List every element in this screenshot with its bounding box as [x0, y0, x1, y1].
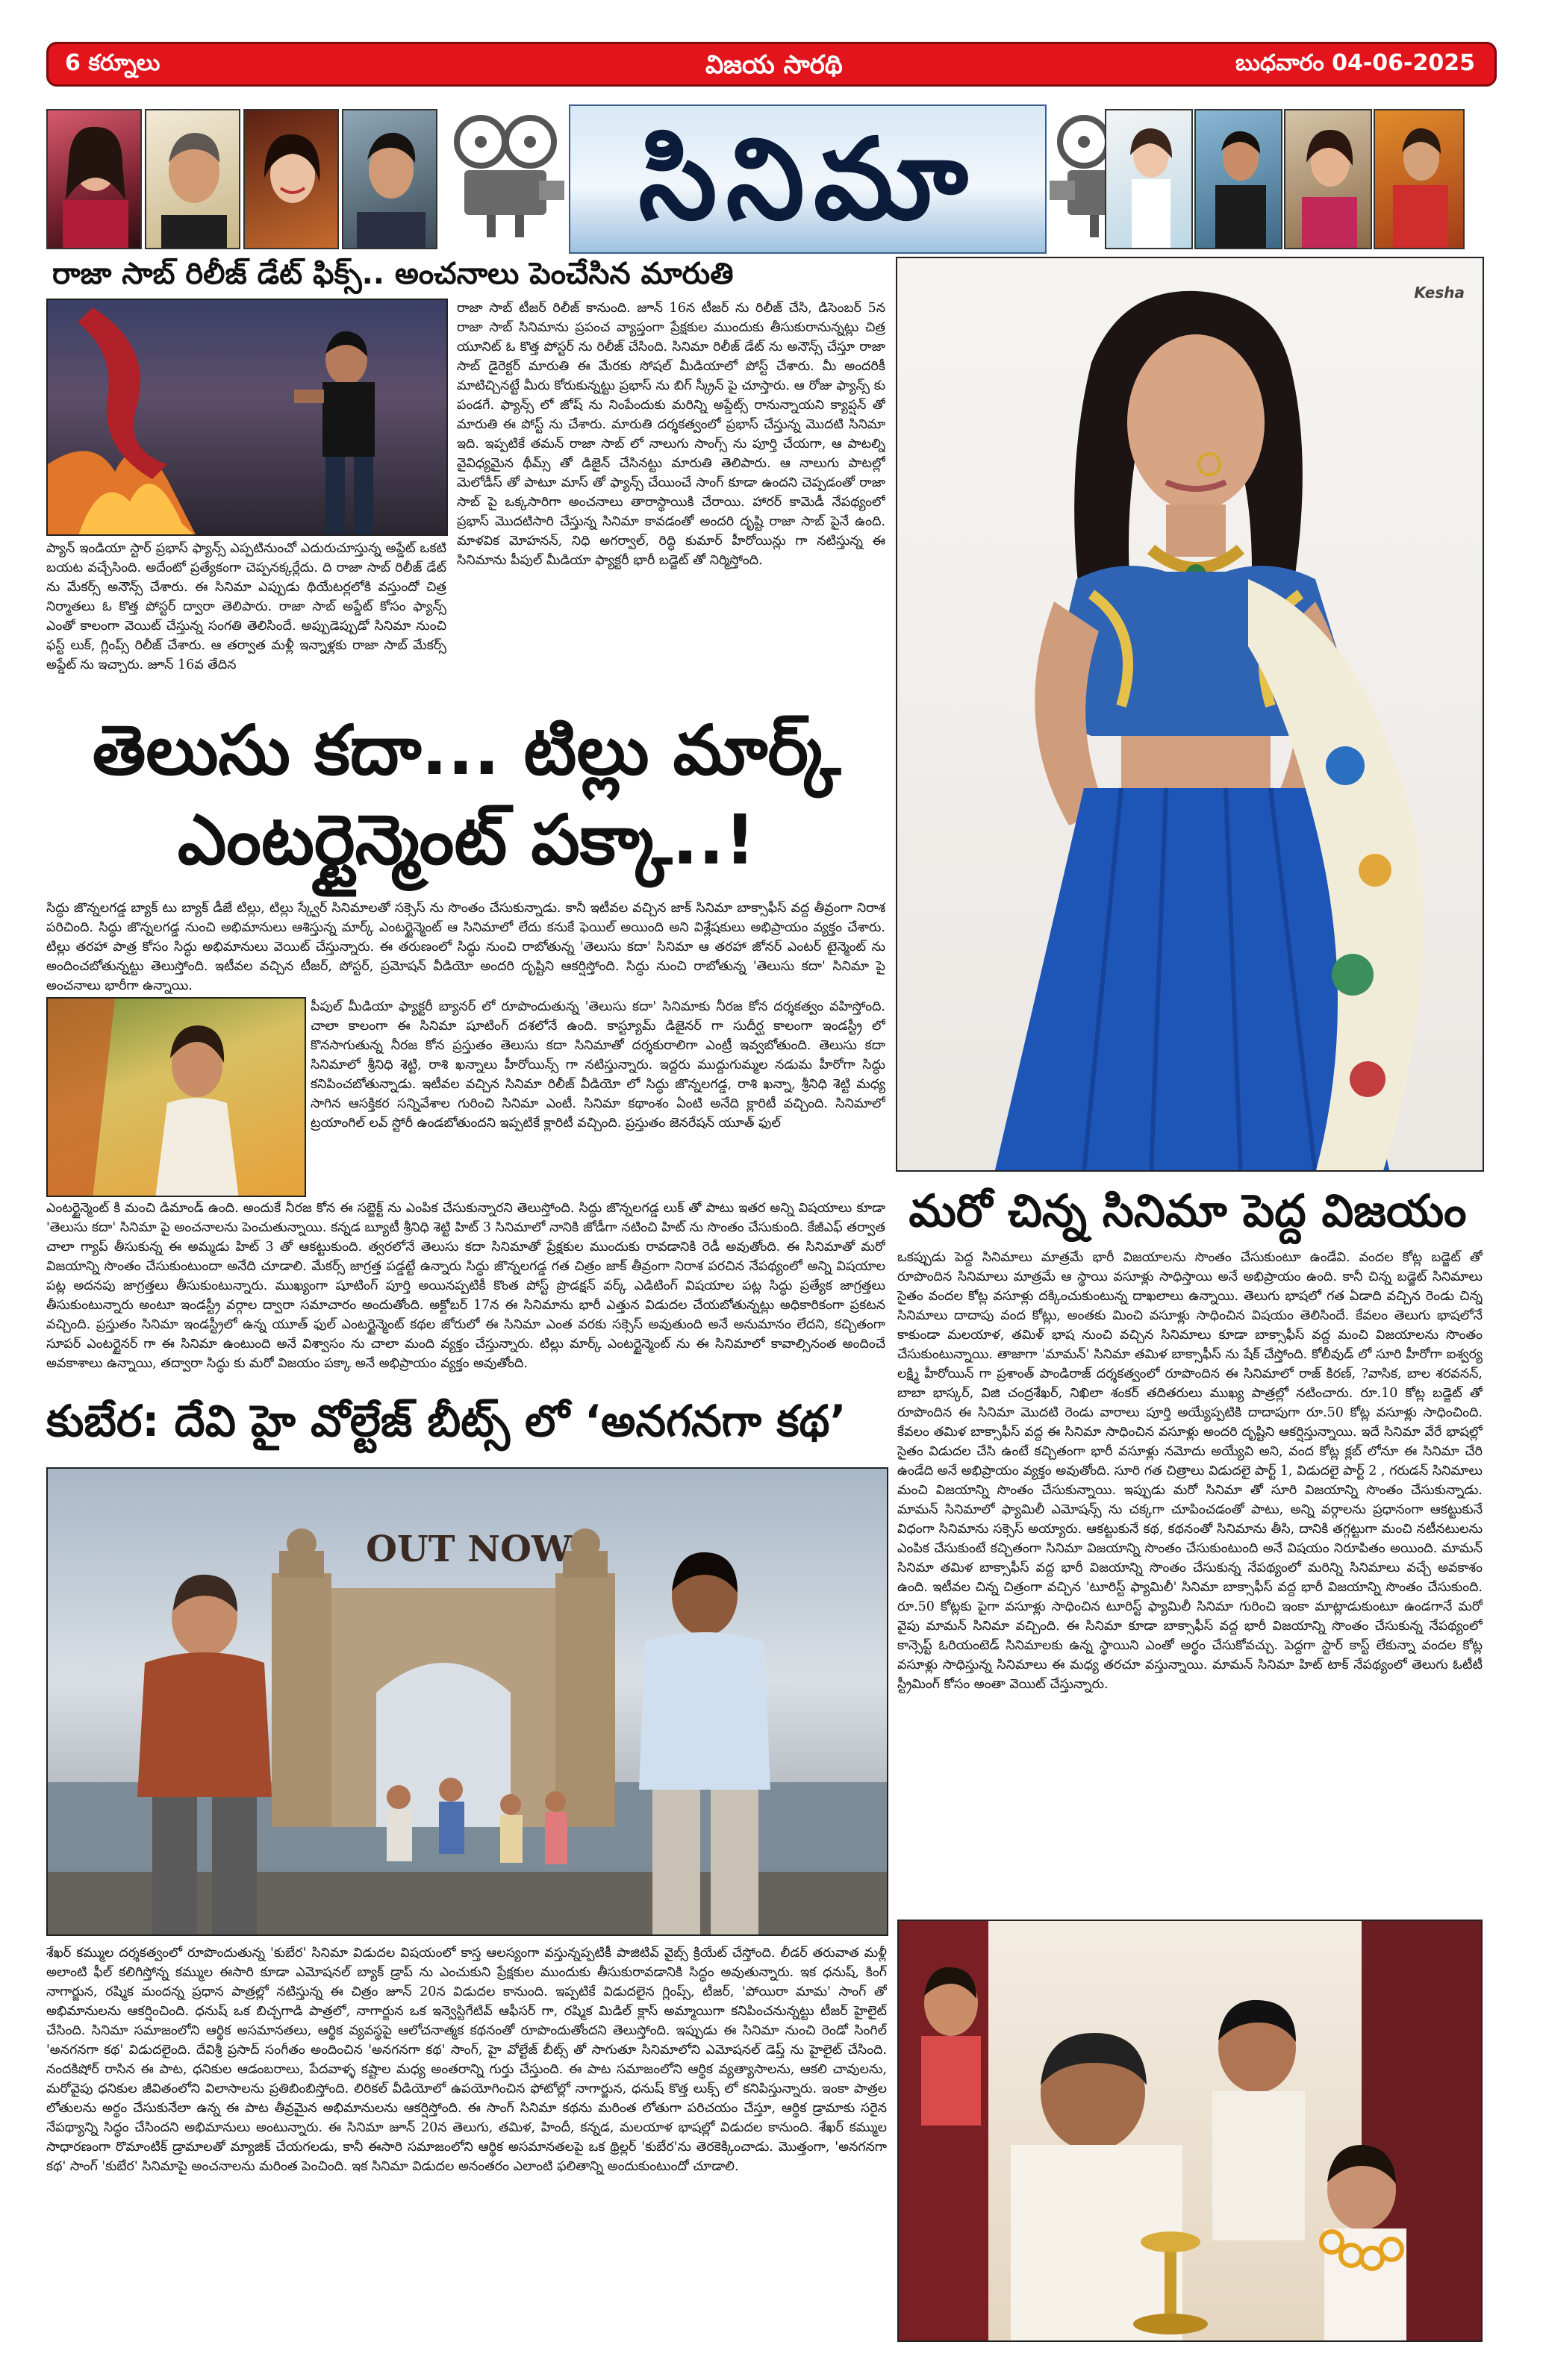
actress-portrait-photo	[896, 257, 1484, 1172]
newspaper-name: విజయ సారథి	[705, 50, 843, 80]
article-text-column: ఒకప్పుడు పెద్ద సినిమాలు మాత్రమే భారీ విజయాలను సొంతం చేసుకుంటూ ఉండేవి. వందల కోట్ల బడ్జెట్ తో రూపొందిన సినిమాలు మాత్రమే ఆ స్థాయి వసూళ్లు సాధిస్తాయి అనే అభిప్రాయం ఉంది. కానీ చిన్న బడ్జెట్ సినిమాలు సైతం వందల కోట్ల వసూళ్లు దక్కించుకుంటున్న దాఖలాలు ఉన్నాయి. తెలుగు భాషలో గత ఏడాది వచ్చిన రెండు చిన్న సినిమాలు దాదాపు వంద కోట్లు, అంతకు మించి వసూళ్లు సాధించిన విషయం తెలిసిందే. కేవలం తెలుగు భాషలోనే కాకుండా మలయాళ, తమిళ్ భాష నుంచి వచ్చిన సినిమాలు కూడా బాక్సాఫీస్ వద్ద మంచి విజయాలను సొంతం చేసుకుంటున్నాయి. తాజాగా 'మామన్' సినిమా తమిళ బాక్సాఫీస్ ను షేక్ చేస్తోంది. కోలీవుడ్ లో సూరి హీరోగా ఐశ్వర్య లక్ష్మి హీరోయిన్ గా ప్రశాంత్ పాండిరాజ్ దర్శకత్వంలో రూపొందిన ఈ సినిమాలో రాజ్ కిరణ్, ?వాసిక, బాల శరవనన్, బాబా భాస్కర్, విజి చంద్రశేఖర్, నిఖిలా శంకర్ తదితరులు ముఖ్య పాత్రల్లో నటించారు. రూ.10 కోట్ల బడ్జెట్ తో రూపొందిన ఈ సినిమా మొదటి రెండు వారాలు పూర్తి అయ్యేప్పటికి దాదాపుగా రూ.50 కోట్ల వసూళ్లు సాధించింది. కేవలం తమిళ బాక్సాఫీస్ వద్ద ఈ సినిమా సాధించిన వసూళ్లు అందరి దృష్టిని ఆకర్షిస్తున్నాయి. ఇదే సినిమా వేరే భాషల్లో సైతం విడుదల చేసి ఉంటే కచ్చితంగా భారీ వసూళ్లు నమోదు అయ్యేవి అని, వంద కోట్ల క్లబ్ లోనూ ఈ సినిమా చేరి ఉండేది అనే అభిప్రాయం వ్యక్తం అవుతోంది. సూరి గత చిత్రాలు విడుదలై పార్ట్ 1, విడుదలై పార్ట్ 2 , గరుడన్ సినిమాలు మంచి విజయాన్ని సొంతం చేసుకున్నాయి. ఇప్పుడు మరో సినిమా తో సూరి విజయాన్ని సొంతం చేసుకున్నాడు. మామన్ సినిమాలో ఫ్యామిలీ ఎమోషన్స్ ను చక్కగా చూపించడంతో పాటు, అన్ని వర్గాలను ప్రధానంగా ఆకట్టుకునే విధంగా సినిమాను సక్సెస్ అయ్యారు. ఆకట్టుకునే కథ, కథనంతో సినిమాను తీసి, దానికి తగ్గట్టుగా మంచి నటీనటులను ఎంపిక చేసుకుంటే కచ్చితంగా సినిమా విజయాన్ని సొంతం చేసుకుంటుంది అనే విషయం నిరూపితం అయింది. మామన్ సినిమా తమిళ బాక్సాఫీస్ వద్ద భారీ విజయాన్ని సొంతం చేసుకున్న నేపథ్యంలో మరిన్ని సినిమాలు వచ్చే అవకాశం ఉంది. ఇటీవల చిన్న చిత్రంగా వచ్చిన 'టూరిస్ట్ ఫ్యామిలీ' సినిమా బాక్సాఫీస్ వద్ద భారీ విజయాన్ని సొంతం చేసుకుంది. రూ.50 కోట్లకు పైగా వసూళ్లు సాధించిన టూరిస్ట్ ఫ్యామిలీ సినిమా గురించి ఇంకా మాట్లాడుకుంటూ ఉండగానే మరో వైపు మామన్ సినిమా వచ్చింది. ఈ సినిమా కూడా బాక్సాఫీస్ వద్ద భారీ విజయాన్ని సొంతం చేసుకున్న నేపథ్యంలో కాన్సెప్ట్ ఓరియంటెడ్ సినిమాలకు ఉన్న స్థాయిని ఎంతో అర్థం చేసుకోవచ్చు. పెద్దగా స్టార్ కాస్ట్ లేకున్నా వందల కోట్ల వసూళ్లు సాధిస్తున్న సినిమాలు ఈ మధ్య తరచూ వస్తున్నాయి. మామన్ సినిమా హిట్ టాక్ నేపథ్యంలో తెలుగు ఓటీటీ స్ట్రీమింగ్ కోసం అంతా వెయిట్ చేస్తున్నారు.	[897, 1250, 1483, 1692]
article-headline: కుబేర: దేవి హై వోల్టేజ్ బీట్స్ లో ‘అనగనగా కథ’	[46, 1396, 847, 1446]
page-label: 6 కర్నూలు	[65, 50, 160, 76]
article-headline: మరో చిన్న సినిమా పెద్ద విజయం	[908, 1185, 1467, 1237]
kuberaa-poster-image	[46, 1467, 888, 1936]
prabhas-still-image	[46, 299, 448, 536]
section-title: సినిమా	[638, 113, 977, 245]
actor-thumbnail	[1194, 109, 1282, 249]
article-text-column: పీపుల్ మీడియా ఫ్యాక్టరీ బ్యానర్ లో రూపొందుతున్న 'తెలుసు కదా' సినిమాకు నీరజ కోన దర్శకత్వం వహిస్తోంది. చాలా కాలంగా ఈ సినిమా షూటింగ్ దశలోనే ఉంది. కాస్ట్యూమ్ డిజైనర్ గా సుదీర్ఘ కాలంగా ఇండస్ట్రీ లో కొనసాగుతున్న నీరజ కోన ప్రస్తుతం తెలుసు కదా సినిమాతో దర్శకురాలిగా ఎంట్రీ ఇవ్వబోతుంది. తెలుసు కదా సినిమాలో శ్రీనిధి శెట్టి, రాశి ఖన్నాలు హీరోయిన్స్ గా నటిస్తున్నారు. ఇద్దరు ముద్దుగుమ్మల నడుమ హీరోగా సిద్ధు కనిపించబోతున్నాడు. ఇటీవల వచ్చిన సినిమా రిలీజ్ వీడియో లో సిద్ధు జొన్నలగడ్డ, రాశి ఖన్నా, శ్రీనిధి శెట్టి మధ్య సాగిన ఆసక్తికర సన్నివేశాల గురించి సినిమా ఎంటీ. సినిమా కథాంశం ఏంటి అనేది క్లారిటీ వచ్చింది. సినిమాలో ట్రయాంగిల్ లవ్ స్టోరీ ఉండబోతుందని ఇప్పటికే క్లారిటీ వచ్చింది. ప్రస్తుతం జెనరేషన్ యూత్ ఫుల్	[311, 999, 885, 1131]
siddhu-still-image	[46, 997, 306, 1197]
photo-credit: Kesha	[1414, 284, 1465, 302]
article-text-bottom: ఎంటర్టైన్మెంట్ కి మంచి డిమాండ్ ఉంది. అందుకే నీరజ కోన ఈ సబ్జెక్ట్ ను ఎంపిక చేసుకున్నారని తెలుస్తోంది. సిద్ధు జొన్నలగడ్డ లుక్ తో పాటు ఇతర అన్ని విషయాలు కూడా 'తెలుసు కదా' సినిమా పై అంచనాలను పెంచుతున్నాయి. కన్నడ బ్యూటీ శ్రీనిధి శెట్టి హిట్ 3 సినిమాలో నానికి జోడీగా నటించి హిట్ ను సొంతం చేసుకుంది. కేజీఎఫ్ తర్వాత చాలా గ్యాప్ తీసుకున్న ఈ అమ్మడు హిట్ 3 తో ఆకట్టుకుంది. త్వరలోనే తెలుసు కదా సినిమాతో ప్రేక్షకుల ముందుకు రావడానికి రెడీ అవుతోంది. ఈ సినిమాతో మరో విజయాన్ని సొంతం చేసుకుంటుందా అనేది చూడాలి. మేకర్స్ జాగ్రత్త పడ్డట్టే ఉన్నారు సిద్ధు జొన్నలగడ్డ గత చిత్రం జాక్ తీవ్రంగా నిరాశ పరచిన నేపథ్యంలో అన్ని విషయాల పట్ల అదనపు జాగ్రత్తలు తీసుకుంటున్నారు. ముఖ్యంగా షూటింగ్ పూర్తి అయినప్పటికీ కొంత పోస్ట్ ప్రొడక్షన్ వర్క్ ఎడిటింగ్ విషయాల పట్ల సిద్ధు ప్రత్యేక జాగ్రత్తలు తీసుకుంటున్నారు అంటూ ఇండస్ట్రీ వర్గాల ద్వారా సమాచారం అందుతోంది. అక్టోబర్ 17న ఈ సినిమాను భారీ ఎత్తున విడుదల చేయబోతున్నట్లు అధికారికంగా ప్రకటన వచ్చింది. ప్రస్తుతం సినిమా ఇండస్ట్రీలో ఉన్న యూత్ ఫుల్ ఎంటర్టైన్మెంట్ కథల జోరులో ఈ సినిమా ఎంత వరకు సక్సెస్ అవుతుంది అనే అనుమానం లేదని, కచ్చితంగా సూపర్ ఎంటర్టైనర్ గా ఈ సినిమా ఉంటుంది అనే విశ్వాసం ను చాలా మంది వ్యక్తం చేస్తున్నారు. టిల్లు మార్క్ ఎంటర్టైన్మెంట్ ను ఈ సినిమాలో కావాల్సినంత అందించే అవకాశాలు ఉన్నాయి, తద్వారా సిద్ధు కు మరో విజయం పక్కా అనే అభిప్రాయం వ్యక్తం అవుతోంది.	[46, 1201, 885, 1371]
actor-thumbnail	[243, 109, 339, 249]
poster-out-now-text: OUT NOW	[366, 1528, 572, 1570]
maman-movie-still-image	[897, 1920, 1483, 2342]
article-headline: తెలుసు కదా... టిల్లు మార్క్	[92, 710, 841, 790]
issue-date: బుధవారం 04-06-2025	[1235, 50, 1475, 76]
actor-thumbnail	[342, 109, 437, 249]
article-text-column: రాజా సాబ్ టీజర్ రిలీజ్ కానుంది. జూన్ 16న టీజర్ ను రిలీజ్ చేసి, డిసెంబర్ 5న రాజా సాబ్ సినిమాను ప్రపంచ వ్యాప్తంగా ప్రేక్షకుల ముందుకు తీసుకురానున్నట్లు చిత్ర యూనిట్ ఓ కొత్త పోస్టర్ ను రిలీజ్ చేసింది. సినిమా రిలీజ్ డేట్ ను అనౌన్స్ చేస్తూ రాజా సాబ్ డైరెక్టర్ మారుతి ఈ మేరకు సోషల్ మీడియాలో పోస్ట్ చేశారు. మీ అందరికీ మాటిచ్చినట్టే మీరు కోరుకున్నట్టు ప్రభాస్ ను బిగ్ స్క్రీన్ పై చూస్తారు. ఆ రోజు ఫ్యాన్స్ కు పండగే. ఫ్యాన్స్ లో జోష్ ను నింపేందుకు మరిన్ని అప్డేట్స్ రానున్నాయని క్యాప్షన్ తో మారుతి ఈ పోస్ట్ ను చేశారు. మారుతి దర్శకత్వంలో ప్రభాస్ చేస్తున్న మొదటి సినిమా ఇది. ఇప్పటికే తమన్ రాజా సాబ్ లో నాలుగు సాంగ్స్ ను పూర్తి చేయగా, ఆ పాటల్ని వైవిధ్యమైన థీమ్స్ తో డిజైన్ చేసినట్టు మారుతి తెలిపారు. ఆ నాలుగు పాటల్లో మెలోడీస్ తో పాటూ మాస్ తో ఫ్యాన్స్ చేయించే సాంగ్ కూడా ఉందని చెప్పడంతో రాజా సాబ్ పై ఒక్కసారిగా అంచనాలు తారాస్థాయికి చేరాయి. హారర్ కామెడీ నేపథ్యంలో ప్రభాస్ మొదటిసారి చేస్తున్న సినిమా కావడంతో అందరి దృష్టి రాజా సాబ్ పైనే ఉంది. మాళవిక మోహనన్, నిధి అగర్వాల్, రిద్ధి కుమార్ హీరోయిన్లు గా నటిస్తున్న ఈ సినిమాను పీపుల్ మీడియా ఫ్యాక్టరీ భారీ బడ్జెట్ తో నిర్మిస్తోంది.	[457, 301, 885, 568]
article-text-column: శేఖర్ కమ్ముల దర్శకత్వంలో రూపొందుతున్న 'కుబేర' సినిమా విడుదల విషయంలో కాస్త ఆలస్యంగా వస్తున్నప్పటికీ పాజిటివ్ వైబ్స్ క్రియేట్ చేస్తోంది. లీడర్ తరువాత మళ్లీ అలాంటి ఫీల్ కలిగిస్తోన్న కమ్ముల ఈసారి కూడా ఎమోషనల్ బ్యాక్ డ్రాప్ ను ఎంచుకుని ప్రేక్షకుల ముందుకు తీసుకురావడానికి సిద్ధం అవుతున్నారు. ఇక ధనుష్, కింగ్ నాగార్జున, రష్మిక మందన్న ప్రధాన పాత్రల్లో నటిస్తున్న ఈ చిత్రం జూన్ 20న విడుదల కానుంది. ఇప్పటికే విడుదలైన గ్లింప్స్, టీజర్, 'పోయిరా మామ' సాంగ్ తో అభిమానులను ఆకర్షించింది. ధనుష్ ఒక బిచ్చగాడి పాత్రలో, నాగార్జున ఒక ఇన్వెస్టిగేటివ్ ఆఫీసర్ గా, రష్మిక మిడిల్ క్లాస్ అమ్మాయిగా కనిపించనున్నట్టు టీజర్ హైలైట్ చేసింది. సినిమా సమాజంలోని ఆర్థిక అసమానతలు, ఆర్థిక వ్యవస్థపై ఆలోచనాత్మక కథనంతో రూపొందుతోందని తెలుస్తోంది. ఇప్పుడు ఈ సినిమా నుంచి రెండో సింగిల్ 'అనగనగా కథ' విడుదలైంది. దేవిశ్రీ ప్రసాద్ సంగీతం అందించిన 'అనగనగా కథ' సాంగ్, హై వోల్టేజ్ బీట్స్ తో సాగుతూ సినిమాలోని ఎమోషనల్ డెప్త్ ను హైలైట్ చేసింది. నందకిషోర్ రాసిన ఈ పాట, ధనికుల ఆడంబరాలు, పేదవాళ్ళ కష్టాల మధ్య అంతరాన్ని గుర్తు చేస్తుంది. ఈ పాట సమాజంలోని ఆర్థిక వ్యత్యాసాలను, ఆకలి చావులను, మరోవైపు ధనికుల జీవితంలోని విలాసాలను ప్రతిబింబిస్తోంది. లిరికల్ వీడియోలో ఉపయోగించిన ఫోటోల్లో నాగార్జున, ధనుష్ కొత్త లుక్స్ లో కనిపిస్తున్నారు. ఇంకా పాత్రల లోతులను అర్థం చేసుకునేలా ఉన్న ఈ పాట తీవ్రమైన అభిమానులను ఆకర్షిస్తోంది. ఈ సాంగ్ సినిమా కథను మరింత లోతుగా పరిచయం చేస్తూ, ఆర్థిక డ్రామాకు సరైన నేపథ్యాన్ని సిద్ధం చేసిందని అభిమానులు అంటున్నారు. ఈ సినిమా జూన్ 20న తెలుగు, తమిళ, హిందీ, కన్నడ, మలయాళ భాషల్లో విడుదల కానుంది. శేఖర్ కమ్ముల సాధారణంగా రొమాంటిక్ డ్రామాలతో మ్యాజిక్ చేయగలడు, కానీ ఈసారి సమాజంలోని ఆర్థిక అసమానతలపై ఒక థ్రిల్లర్ 'కుబేర'ను తెరకెక్కించాడు. మొత్తంగా, 'అనగనగా కథ' సాంగ్ 'కుబేర' సినిమాపై అంచనాలను మరింత పెంచింది. ఇక సినిమా విడుదల అనంతరం ఎలాంటి ఫలితాన్ని అందుకుంటుందో చూడాలి.	[46, 1946, 887, 2174]
actor-thumbnail	[1105, 109, 1193, 249]
actor-thumbnail	[1284, 109, 1372, 249]
film-projector-icon	[442, 112, 569, 243]
actor-thumbnail	[145, 109, 240, 249]
article-text-intro: సిద్ధు జొన్నలగడ్డ బ్యాక్ టు బ్యాక్ డీజే టిల్లు, టిల్లు స్క్వేర్ సినిమాలతో సక్సెస్ ను సొంతం చేసుకున్నాడు. కానీ ఇటీవల వచ్చిన జాక్ సినిమా బాక్సాఫీస్ వద్ద తీవ్రంగా నిరాశ పరిచింది. సిద్ధు జొన్నలగడ్డ నుంచి అభిమానులు ఆశిస్తున్న మార్క్ ఎంటర్టైన్మెంట్ ఆ సినిమాలో లేదు కనుకే ఫెయిల్ అయింది అని విశ్లేషకులు అభిప్రాయం వ్యక్తం చేశారు. టిల్లు తరహా పాత్ర కోసం సిద్ధు అభిమానులు వెయిట్ చేస్తున్నారు. ఈ తరుణంలో సిద్ధు నుంచి రాబోతున్న 'తెలుసు కదా' సినిమా ఆ తరహా జోనర్ ఎంటర్ టైన్మెంట్ ను అందించబోతున్నట్టు తెలుస్తోంది. ఇటీవల వచ్చిన టీజర్, పోస్టర్, ప్రమోషన్ వీడియో అందరి దృష్టిని ఆకర్షిస్తోంది. సిద్ధు నుంచి రాబోతున్న 'తెలుసు కదా' సినిమా పై అంచనాలు భారీగా ఉన్నాయి.	[46, 901, 885, 993]
header-bar	[46, 42, 1497, 87]
article-headline: ఎంటర్టైన్మెంట్ పక్కా..!	[177, 800, 756, 880]
article-text-column: ప్యాన్ ఇండియా స్టార్ ప్రభాస్ ఫ్యాన్స్ ఎప్పటినుంచో ఎదురుచూస్తున్న అప్డేట్ ఒకటి బయట వచ్చేసింది. అదేంటో ప్రత్యేకంగా చెప్పనక్కర్లేదు. ది రాజా సాబ్ రిలీజ్ డేట్ ను మేకర్స్ అనౌన్స్ చేశారు. ఈ సినిమా ఎప్పుడు థియేటర్లలోకి వస్తుందో చిత్ర నిర్మాతలు ఓ కొత్త పోస్టర్ ద్వారా తెలిపారు. రాజా సాబ్ అప్డేట్ కోసం ఫ్యాన్స్ ఎంతో కాలంగా వెయిట్ చేస్తున్న సంగతి తెలిసిందే. అప్పుడెప్పుడో సినిమా నుంచి ఫస్ట్ లుక్, గ్లింప్స్ రిలీజ్ చేశారు. ఆ తర్వాత మళ్లీ ఇన్నాళ్లకు రాజా సాబ్ మేకర్స్ అప్డేట్ ను ఇచ్చారు. జూన్ 16వ తేదిన	[46, 541, 446, 672]
section-title-banner	[569, 104, 1047, 254]
actor-thumbnail	[1374, 109, 1465, 249]
actor-thumbnail	[46, 109, 142, 249]
article-headline: రాజా సాబ్ రిలీజ్ డేట్ ఫిక్స్.. అంచనాలు పెంచేసిన మారుతి	[52, 257, 734, 291]
